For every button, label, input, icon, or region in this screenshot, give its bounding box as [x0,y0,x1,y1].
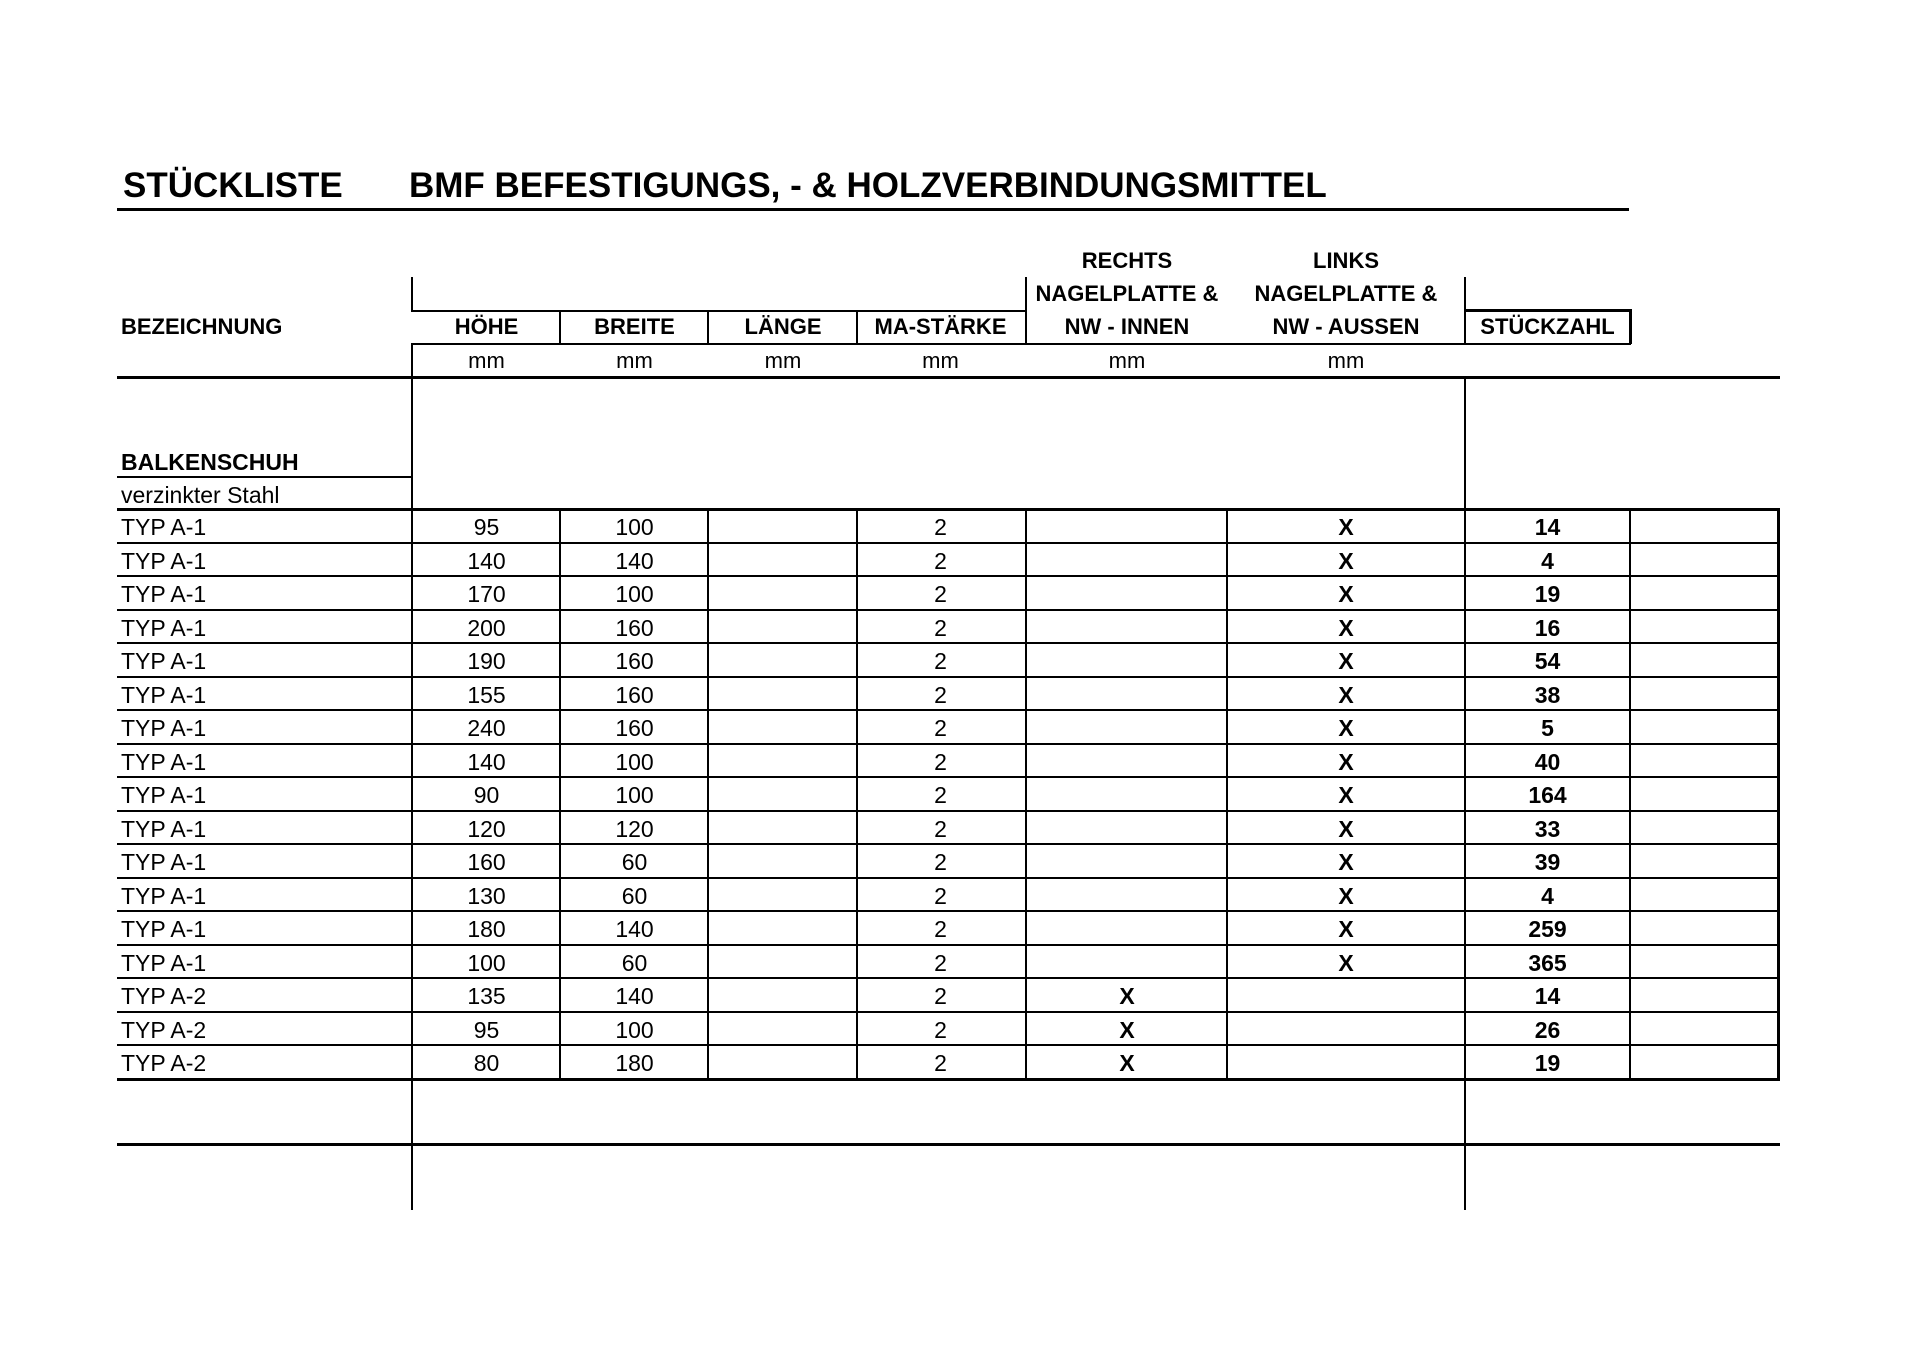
cell-bezeichnung: TYP A-2 [121,983,207,1009]
cell-breite: 160 [615,715,654,741]
cell-bezeichnung: TYP A-1 [121,782,207,808]
cell-hoehe: 135 [467,983,506,1009]
unit-laenge: mm [764,348,802,373]
cell-stueckzahl: 38 [1534,681,1561,708]
cell-links: X [1338,681,1354,708]
cell-bezeichnung: TYP A-1 [121,882,207,909]
grid-line [117,1044,1780,1046]
grid-line [1464,509,1466,1079]
cell-hoehe: 160 [467,849,506,875]
header-stueckzahl: STÜCKZAHL [1480,314,1615,339]
cell-breite: 100 [615,514,654,540]
cell-ma-staerke: 2 [934,849,947,875]
cell-hoehe: 180 [467,916,506,942]
cell-hoehe: 240 [467,715,506,741]
cell-links: X [1338,614,1354,641]
cell-hoehe: 155 [467,681,506,708]
cell-bezeichnung: TYP A-1 [121,849,207,875]
grid-line [117,910,1780,912]
header-breite: BREITE [594,314,675,339]
cell-breite: 100 [615,1016,654,1043]
unit-rechts: mm [1108,348,1146,373]
cell-stueckzahl: 33 [1534,815,1561,842]
cell-links: X [1338,547,1354,574]
grid-line [117,542,1780,544]
cell-links: X [1338,882,1354,909]
cell-ma-staerke: 2 [934,514,947,540]
group-material: verzinkter Stahl [121,482,280,508]
cell-stueckzahl: 16 [1534,614,1561,641]
cell-ma-staerke: 2 [934,715,947,741]
header-rechts-line3: NW - INNEN [1064,314,1190,339]
grid-line [1777,509,1780,1079]
grid-line [117,944,1780,946]
grid-line [411,509,413,1079]
cell-bezeichnung: TYP A-1 [121,916,207,942]
cell-bezeichnung: TYP A-1 [121,748,207,775]
grid-line [707,310,709,344]
cell-bezeichnung: TYP A-2 [121,1050,207,1076]
header-ma-staerke: MA-STÄRKE [874,314,1007,339]
grid-line [411,277,413,310]
cell-breite: 60 [621,882,648,909]
grid-line [559,310,561,344]
cell-bezeichnung: TYP A-1 [121,681,207,708]
cell-hoehe: 140 [467,547,506,574]
cell-bezeichnung: TYP A-1 [121,715,207,741]
cell-ma-staerke: 2 [934,614,947,641]
header-links-line2: NAGELPLATTE & [1254,281,1438,306]
cell-links: X [1338,514,1354,540]
cell-links: X [1338,748,1354,775]
cell-ma-staerke: 2 [934,983,947,1009]
grid-line [1464,309,1631,312]
cell-bezeichnung: TYP A-1 [121,514,207,540]
grid-line [1464,378,1466,510]
grid-line [411,310,1025,312]
cell-breite: 160 [615,681,654,708]
cell-breite: 100 [615,581,654,607]
cell-ma-staerke: 2 [934,882,947,909]
cell-bezeichnung: TYP A-2 [121,1016,207,1043]
cell-stueckzahl: 365 [1528,949,1567,976]
cell-hoehe: 170 [467,581,506,607]
cell-ma-staerke: 2 [934,815,947,842]
grid-line [707,509,709,1079]
cell-bezeichnung: TYP A-1 [121,614,207,641]
cell-bezeichnung: TYP A-1 [121,547,207,574]
grid-line [117,676,1780,678]
header-links-line1: LINKS [1313,248,1379,273]
grid-line [117,476,411,478]
grid-line [1025,509,1027,1079]
grid-line [117,508,1780,511]
cell-hoehe: 200 [467,614,506,641]
cell-breite: 140 [615,916,654,942]
grid-line [1629,509,1631,1079]
cell-stueckzahl: 14 [1534,983,1561,1009]
title-underline [117,208,1629,211]
grid-line [117,977,1780,979]
cell-hoehe: 130 [467,882,506,909]
grid-line [117,642,1780,644]
cell-ma-staerke: 2 [934,681,947,708]
cell-bezeichnung: TYP A-1 [121,581,207,607]
cell-breite: 60 [621,949,648,976]
cell-ma-staerke: 2 [934,1016,947,1043]
cell-breite: 100 [615,748,654,775]
cell-rechts: X [1119,1050,1135,1076]
cell-links: X [1338,815,1354,842]
grid-line [559,509,561,1079]
cell-breite: 160 [615,648,654,674]
cell-links: X [1338,949,1354,976]
cell-ma-staerke: 2 [934,782,947,808]
cell-stueckzahl: 164 [1528,782,1567,808]
grid-line [117,843,1780,845]
grid-line [1226,509,1228,1079]
cell-hoehe: 100 [467,949,506,976]
title-left: STÜCKLISTE [123,166,343,205]
cell-links: X [1338,782,1354,808]
grid-line [117,709,1780,711]
cell-stueckzahl: 40 [1534,748,1561,775]
cell-hoehe: 80 [473,1050,500,1076]
cell-links: X [1338,581,1354,607]
unit-breite: mm [616,348,653,373]
cell-breite: 160 [615,614,654,641]
cell-stueckzahl: 19 [1534,581,1561,607]
cell-stueckzahl: 259 [1528,916,1567,942]
grid-line [117,1078,1780,1081]
grid-line [117,575,1780,577]
cell-ma-staerke: 2 [934,748,947,775]
unit-links: mm [1327,348,1365,373]
header-rechts-line2: NAGELPLATTE & [1035,281,1219,306]
cell-stueckzahl: 14 [1534,514,1561,540]
unit-ma-staerke: mm [922,348,959,373]
cell-breite: 60 [621,849,648,875]
cell-ma-staerke: 2 [934,581,947,607]
cell-stueckzahl: 54 [1534,648,1561,674]
grid-line [856,509,858,1079]
grid-line [411,343,413,378]
grid-line [1464,277,1466,344]
cell-links: X [1338,715,1354,741]
cell-rechts: X [1119,983,1135,1009]
grid-line [411,378,413,510]
cell-links: X [1338,916,1354,942]
grid-line [411,343,1631,345]
header-bezeichnung: BEZEICHNUNG [121,314,283,339]
grid-line [856,310,858,344]
header-hoehe: HÖHE [454,314,519,339]
cell-rechts: X [1119,1016,1135,1043]
cell-breite: 120 [615,815,654,842]
cell-breite: 140 [615,983,654,1009]
group-name: BALKENSCHUH [121,449,299,475]
header-links-line3: NW - AUSSEN [1272,314,1420,339]
grid-line [1629,309,1632,344]
cell-bezeichnung: TYP A-1 [121,949,207,976]
cell-ma-staerke: 2 [934,648,947,674]
cell-breite: 140 [615,547,654,574]
cell-stueckzahl: 26 [1534,1016,1561,1043]
grid-line [117,776,1780,778]
title-right: BMF BEFESTIGUNGS, - & HOLZVERBINDUNGSMITTEL [409,166,1327,205]
cell-hoehe: 190 [467,648,506,674]
header-rechts-line1: RECHTS [1081,248,1173,273]
grid-line [117,376,1780,379]
cell-stueckzahl: 5 [1541,715,1554,741]
cell-ma-staerke: 2 [934,949,947,976]
grid-line [117,1143,1780,1146]
cell-stueckzahl: 39 [1534,849,1561,875]
cell-hoehe: 120 [467,815,506,842]
grid-line [117,743,1780,745]
cell-hoehe: 95 [473,1016,500,1043]
grid-line [1025,277,1027,344]
cell-ma-staerke: 2 [934,1050,947,1076]
cell-links: X [1338,648,1354,674]
cell-stueckzahl: 4 [1541,882,1554,909]
grid-line [117,877,1780,879]
cell-bezeichnung: TYP A-1 [121,648,207,674]
cell-hoehe: 140 [467,748,506,775]
unit-hoehe: mm [468,348,505,373]
cell-ma-staerke: 2 [934,547,947,574]
grid-line [117,1011,1780,1013]
cell-links: X [1338,849,1354,875]
cell-breite: 100 [615,782,654,808]
cell-stueckzahl: 4 [1541,547,1554,574]
cell-ma-staerke: 2 [934,916,947,942]
cell-stueckzahl: 19 [1534,1050,1561,1076]
cell-hoehe: 95 [473,514,500,540]
cell-bezeichnung: TYP A-1 [121,815,207,842]
header-laenge: LÄNGE [744,314,822,339]
grid-line [117,609,1780,611]
grid-line [117,810,1780,812]
cell-breite: 180 [615,1050,654,1076]
cell-hoehe: 90 [473,782,500,808]
